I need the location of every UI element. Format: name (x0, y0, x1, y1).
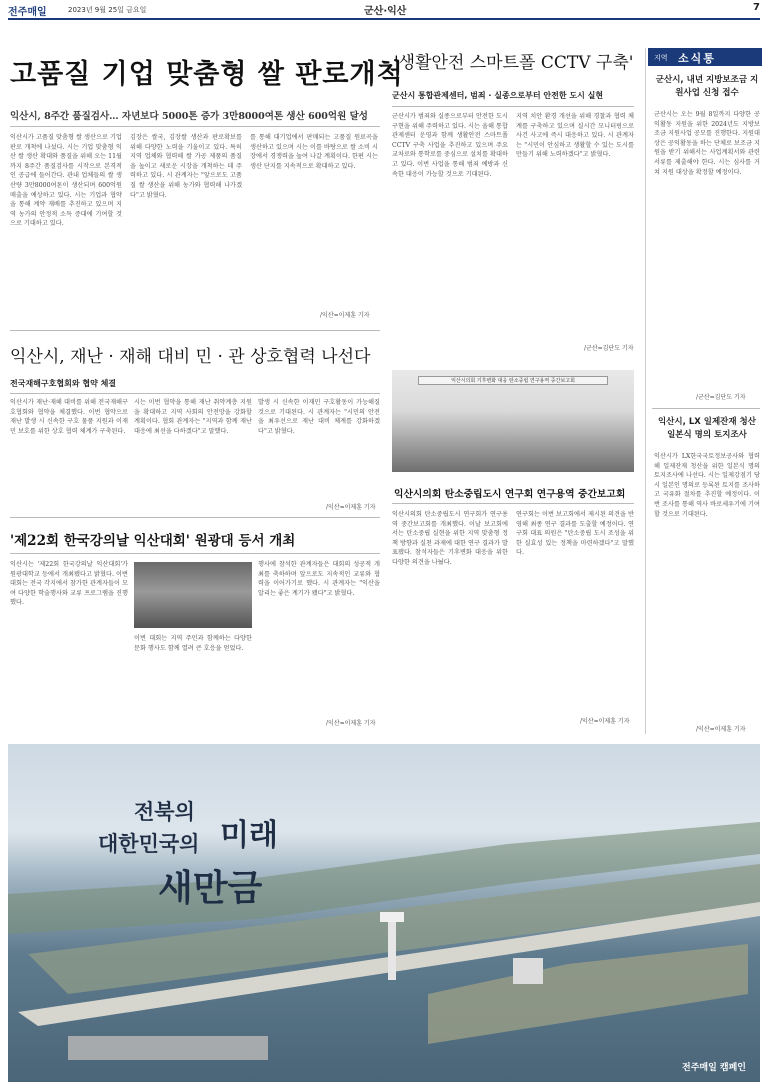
article2-headline: '생활안전 스마트폴 CCTV 구축' (394, 53, 634, 73)
article5-body: 행사에 참석한 관계자들은 대회의 성공적 개최를 축하하며 앞으로도 지속적인 교류와 협력을 이어가기로 했다. 시 관계자는 "익산을 알리는 좋은 계기가 됐다"고 밝혔다. (258, 561, 380, 597)
issue-date: 2023년 9월 25일 금요일 (68, 6, 147, 14)
divider (392, 503, 634, 504)
sidebar (645, 48, 761, 734)
article3-body: 익산시가 재난·재해 대비를 위해 전국재해구호협회와 협약을 체결했다. 이번 협약으로 재난 발생 시 신속한 구호 물품 지원과 이재민 보호를 위한 상호 협력 체계가 구축된다. (10, 399, 128, 435)
ad-line4-accent: 새만금 (158, 868, 263, 909)
ad-line1: 전북의 (134, 800, 195, 824)
article5-headline: '제22회 한국강의날 익산대회' 원광대 등서 개최 (10, 533, 296, 549)
article5-body: 익산시는 '제22회 한국강의날 익산대회'가 원광대학교 등에서 개최됐다고 밝혔다. 이번 대회는 전국 각지에서 참가한 관계자들이 모여 다양한 학술행사와 교류 프로그램을 진행했다. (10, 561, 128, 607)
article2-body: 군산시가 범죄와 실종으로부터 안전한 도시 구현을 위해 주력하고 있다. 시는 올해 통합관제센터 운영과 함께 생활안전 스마트폴 CCTV 구축 사업을 추진하고 있으며 주요 교차로와 통학로를 중심으로 설치를 확대하고 있다. 이번 사업을 통해 범죄 예방과 신속한 대응이 가능할 것으로 기대된다. (392, 113, 508, 178)
article3-subhead: 전국재해구호협회와 협약 체결 (10, 379, 117, 388)
council-group-photo (392, 370, 634, 472)
article1-body: 를 통해 대기업에서 판매되는 고품질 원료곡을 생산하고 있으며 시는 이를 바탕으로 쌀 소비 시장에서 경쟁력을 높여 나갈 계획이다. 한편 시는 생산 단지를 지속적으로 확대하고 있다. (250, 134, 378, 170)
article5-body: 이번 대회는 지역 주민과 함께하는 다양한 문화 행사도 함께 열려 큰 호응을 얻었다. (134, 635, 252, 652)
sidebar-item2-byline: /익산=이제훈 기자 (696, 726, 746, 733)
sidebar-header (648, 48, 762, 66)
article4-headline: 익산시의회 탄소중립도시 연구회 연구용역 중간보고회 (394, 489, 626, 500)
divider (652, 408, 760, 409)
article2-body: 지역 치안 환경 개선을 위해 경찰과 협력 체계를 구축하고 있으며 실시간 모니터링으로 사건 사고에 즉시 대응하고 있다. 시 관계자는 "시민이 안심하고 생활할 수 있는 도시를 만들기 위해 노력하겠다"고 밝혔다. (516, 113, 634, 159)
article2-subhead: 군산시 통합관제센터, 범죄 · 실종으로부터 안전한 도시 실현 (392, 91, 604, 100)
sidebar-item2-body: 익산시가 LX한국국토정보공사와 협력해 일제잔재 청산을 위한 일본식 명의 토지조사에 나선다. 시는 일제강점기 당시 일본인 명의로 등록된 토지를 조사하고 국유화 절차를 추진할 예정이다. 이번 조사를 통해 역사 바로세우기에 기여할 것으로 기대된다. (654, 453, 760, 518)
ad-line3-accent: 미래 (220, 818, 278, 853)
paper-name: 전주매일 (8, 7, 47, 18)
sidebar-header-title: 소식통 (678, 52, 716, 65)
section-name: 군산·익산 (364, 6, 407, 17)
article3-body: 발생 시 신속한 이재민 구호활동이 가능해질 것으로 기대된다. 시 관계자는 "시민의 안전을 최우선으로 재난 대비 체계를 강화하겠다"고 밝혔다. (258, 399, 380, 435)
masthead-rule (8, 18, 760, 20)
article1-subhead: 익산시, 8주간 품질검사… 자년보다 5000톤 증가 3만8000여톤 생산 600억원 달성 (10, 111, 368, 122)
article1-body: 김장은 쌀국, 김장쌀 생산과 판로확보를 위해 다양한 노력을 기울이고 있다. 특히 지역 업체와 협력해 쌀 가공 제품의 품질을 높이고 새로운 시장을 개척하는 데 주력하고 있다. 시 관계자는 "앞으로도 고품질 쌀 생산을 위해 농가와 협력해 나가겠다"고 밝혔다. (130, 134, 242, 199)
divider (10, 393, 380, 394)
sidebar-header-small: 지역 (654, 54, 668, 62)
article4-body: 연구회는 이번 보고회에서 제시된 의견을 반영해 최종 연구 결과를 도출할 예정이다. 연구회 대표 의원은 "탄소중립 도시 조성을 위한 실효성 있는 정책을 마련하겠다"고 말했다. (516, 511, 634, 557)
event-photo (134, 562, 252, 628)
divider (10, 517, 380, 518)
article3-body: 시는 이번 협약을 통해 재난 취약계층 지원을 확대하고 지역 사회의 안전망을 강화할 계획이다. 협회 관계자는 "지역과 함께 재난 대응에 최선을 다하겠다"고 말했다. (134, 399, 252, 435)
ad-banner (8, 744, 760, 1082)
ad-landscape (8, 744, 760, 1082)
article4-body: 익산시의회 탄소중립도시 연구회가 연구용역 중간보고회를 개최했다. 이날 보고회에서는 탄소중립 실현을 위한 지역 맞춤형 정책 방향과 실천 과제에 대한 연구 결과가 발표됐다. 참석자들은 기후변화 대응을 위한 다양한 의견을 나눴다. (392, 511, 508, 566)
article2-byline: /군산=김단도 기자 (584, 345, 634, 352)
ad-line2: 대한민국의 (98, 832, 200, 856)
article3-headline: 익산시, 재난 · 재해 대비 민 · 관 상호협력 나선다 (10, 347, 371, 367)
page-number: 7 (753, 2, 760, 13)
article5-byline: /익산=이제훈 기자 (326, 720, 376, 727)
article1-byline: /익산=이제훈 기자 (320, 312, 370, 319)
sidebar-item2-title: 익산시, LX 일제잔재 청산 일본식 명의 토지조사 (658, 417, 756, 440)
article4-byline: /익산=이제훈 기자 (580, 718, 630, 725)
divider (10, 126, 380, 127)
sidebar-item1-body: 군산시는 오는 9월 8일까지 다양한 공익활동 지원을 위한 2024년도 지방보조금 지원사업 공모를 진행한다. 지원대상은 공익활동을 하는 단체로 보조금 지원을 받기 위해서는 사업계획서와 관련 서류를 제출해야 한다. 시는 심사를 거쳐 지원 대상을 확정할 예정이다. (654, 111, 760, 176)
article1-headline: 고품질 기업 맞춤형 쌀 판로개척 (10, 59, 404, 90)
photo-banner: 익산시의회 기후변화 대응 탄소중립 연구용역 중간보고회 (418, 376, 608, 385)
ad-footer: 전주매일 캠페인 (682, 1063, 746, 1073)
article1-body: 익산시가 고품질 맞춤형 쌀 생산으로 기업 판로 개척에 나섰다. 시는 기업 맞춤형 익산 쌀 생산 확대와 품질을 위해 오는 11월까지 8주간 품질검사를 시작으로 본격적인 공급에 들어간다. 관내 업체들의 쌀 생산량 3만8000여톤이 생산되며 600억원 매출을 예상하고 있다. 시는 기업과 협약을 통해 계약 재배를 추진하고 있으며 지역 농가의 안정적 소득 증대에 기여할 것으로 기대하고 있다. (10, 134, 122, 228)
article3-byline: /익산=이제훈 기자 (326, 504, 376, 511)
divider (10, 553, 380, 554)
sidebar-item1-byline: /군산=김단도 기자 (696, 394, 746, 401)
divider (392, 106, 634, 107)
sidebar-item1-title: 군산시, 내년 지방보조금 지원사업 신청 접수 (655, 75, 759, 98)
masthead (8, 2, 760, 18)
divider (10, 330, 380, 331)
